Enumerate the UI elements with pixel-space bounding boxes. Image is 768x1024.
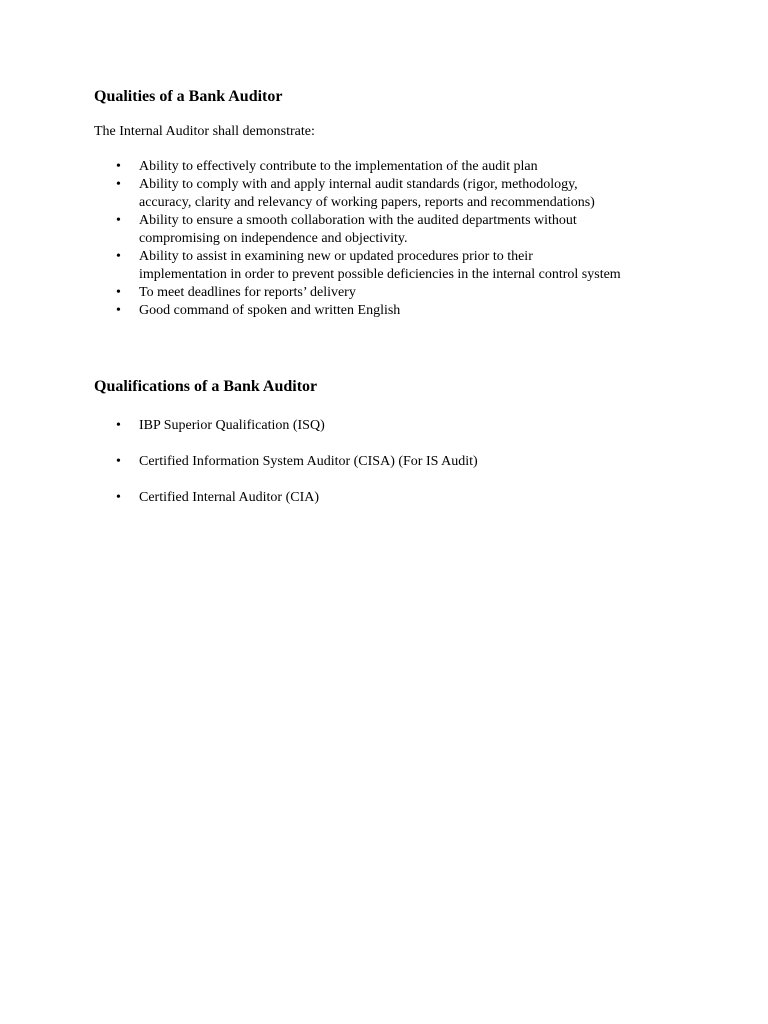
bullet-icon: • — [116, 303, 121, 318]
list-item-text: Certified Information System Auditor (CISA) (For IS Audit) — [139, 454, 478, 469]
list-item — [0, 248, 699, 284]
qualities-heading: Qualities of a Bank Auditor — [94, 88, 283, 105]
list-item — [0, 489, 699, 507]
bullet-icon: • — [116, 249, 121, 264]
list-item-text: compromising on independence and objectivity. — [139, 231, 408, 246]
list-item — [0, 417, 699, 435]
list-item — [0, 212, 699, 248]
qualifications-list — [0, 417, 699, 525]
list-item-text: accuracy, clarity and relevancy of working papers, reports and recommendations) — [139, 195, 595, 210]
list-item — [0, 158, 699, 176]
list-item — [0, 284, 699, 302]
bullet-icon: • — [116, 159, 121, 174]
qualities-list — [0, 158, 699, 320]
bullet-icon: • — [116, 285, 121, 300]
list-item-text: Ability to comply with and apply internal audit standards (rigor, methodology, — [139, 177, 578, 192]
bullet-icon: • — [116, 213, 121, 228]
list-item-text: Good command of spoken and written English — [139, 303, 401, 318]
bullet-icon: • — [116, 454, 121, 469]
list-item-text: Ability to assist in examining new or updated procedures prior to their — [139, 249, 533, 264]
list-item — [0, 453, 699, 471]
list-item-text: IBP Superior Qualification (ISQ) — [139, 418, 325, 433]
list-item-text: implementation in order to prevent possible deficiencies in the internal control system — [139, 267, 621, 282]
list-item-text: Ability to effectively contribute to the implementation of the audit plan — [139, 159, 538, 174]
list-item-text: Ability to ensure a smooth collaboration with the audited departments without — [139, 213, 577, 228]
bullet-icon: • — [116, 418, 121, 433]
list-item-text: Certified Internal Auditor (CIA) — [139, 490, 320, 505]
bullet-icon: • — [116, 177, 121, 192]
qualifications-heading: Qualifications of a Bank Auditor — [94, 378, 318, 395]
list-item — [0, 302, 699, 320]
list-item-text: To meet deadlines for reports’ delivery — [139, 285, 356, 300]
qualities-intro: The Internal Auditor shall demonstrate: — [94, 124, 315, 139]
bullet-icon: • — [116, 490, 121, 505]
list-item — [0, 176, 699, 212]
